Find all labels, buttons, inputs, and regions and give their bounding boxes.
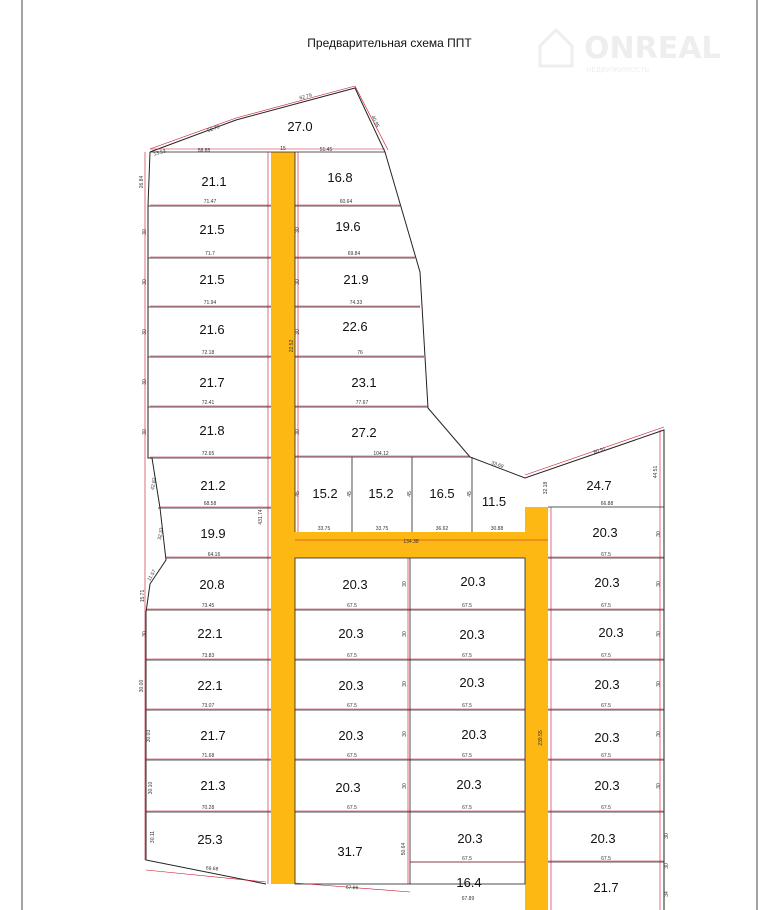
- dim-label: 30: [295, 279, 301, 285]
- plot-area-c7b: 16.4: [456, 875, 482, 890]
- plot-area-l14: 25.3: [197, 832, 223, 847]
- dim-label: 30: [656, 731, 662, 737]
- dim-label: 67.5: [347, 703, 357, 709]
- road-right-vertical: [525, 507, 548, 910]
- dim-label: 33.75: [375, 526, 389, 532]
- dim-label: 73.45: [201, 603, 215, 609]
- plot-area-r4: 20.3: [594, 677, 620, 692]
- dim-label: 13.53: [152, 148, 167, 158]
- dim-label: 30: [656, 631, 662, 637]
- plot-area-l6: 21.8: [199, 423, 225, 438]
- watermark-subtitle: НЕДВИЖИМОСТЬ: [586, 66, 650, 74]
- plot-area-r5: 20.3: [594, 730, 620, 745]
- plot-area-s3: 16.5: [429, 486, 455, 501]
- plot-area-m5: 23.1: [351, 375, 377, 390]
- dim-label: 50.64: [401, 842, 407, 856]
- road-main-vertical: [271, 152, 295, 884]
- dim-label: 104.12: [373, 451, 389, 457]
- plot-area-r1: 20.3: [592, 525, 618, 540]
- dim-label: 30: [664, 863, 670, 869]
- plot-area-r7: 20.3: [590, 831, 616, 846]
- dim-label: 80.91: [592, 446, 607, 456]
- dim-label: 30: [295, 227, 301, 233]
- left-plot-lines: [146, 206, 271, 812]
- plot-area-l1: 21.1: [201, 174, 227, 189]
- plot-area-c3a: 20.3: [338, 678, 364, 693]
- plot-area-c5a: 20.3: [335, 780, 361, 795]
- plot-area-s1: 15.2: [312, 486, 338, 501]
- dim-label: 73.07: [201, 703, 215, 709]
- dim-label: 60.64: [339, 199, 353, 205]
- plot-area-c5b: 20.3: [456, 777, 482, 792]
- dim-label: 45: [295, 491, 301, 497]
- dim-label: 36.62: [435, 526, 449, 532]
- dim-label: 45: [407, 491, 413, 497]
- dim-label: 30: [142, 329, 148, 335]
- plot-area-m1: 16.8: [327, 170, 353, 185]
- dim-label: 30: [402, 581, 408, 587]
- plot-area-l9: 20.8: [199, 577, 225, 592]
- dim-label: 30.10: [148, 781, 154, 795]
- dim-label: 52.79: [206, 124, 221, 135]
- dim-label: 67.5: [601, 753, 611, 759]
- dim-label: 26.84: [139, 175, 145, 189]
- page-title: Предварительная схема ППТ: [307, 36, 472, 50]
- dim-label: 71.47: [203, 199, 217, 205]
- center-plot-lines: [295, 558, 525, 884]
- dim-label: 51.45: [319, 147, 333, 153]
- dim-label: 67.5: [347, 653, 357, 659]
- dim-label: 67.5: [347, 603, 357, 609]
- dim-label: 30: [402, 631, 408, 637]
- plot-area-c6b: 20.3: [457, 831, 483, 846]
- dim-label: 30: [402, 783, 408, 789]
- plot-area-c4a: 20.3: [338, 728, 364, 743]
- dim-label: 72.18: [201, 350, 215, 356]
- dim-label: 30: [295, 429, 301, 435]
- plot-area-c6a: 31.7: [337, 844, 363, 859]
- dim-label: 71.94: [203, 300, 217, 306]
- dim-label: 30: [295, 329, 301, 335]
- dim-label: 40.95: [369, 114, 381, 129]
- dim-label: 67.5: [462, 703, 472, 709]
- plot-area-l7: 21.2: [200, 478, 226, 493]
- dim-label: 67.5: [347, 753, 357, 759]
- dim-label: 66.88: [600, 501, 614, 507]
- plot-area-r0: 24.7: [586, 478, 612, 493]
- dim-label: 67.5: [462, 753, 472, 759]
- dim-label: 30: [142, 279, 148, 285]
- dim-label: 72.65: [201, 451, 215, 457]
- plot-area-l11: 22.1: [197, 678, 223, 693]
- dim-label: 67.5: [462, 653, 472, 659]
- plot-area-c2a: 20.3: [338, 626, 364, 641]
- plot-area-l13: 21.3: [200, 778, 226, 793]
- dim-label: 30: [402, 681, 408, 687]
- dim-label: 67.5: [462, 805, 472, 811]
- plot-area-s2: 15.2: [368, 486, 394, 501]
- dim-label: 30: [142, 379, 148, 385]
- dim-label: 62.79: [298, 92, 313, 102]
- dim-label: 45: [347, 491, 353, 497]
- dim-label: 44.51: [653, 465, 659, 479]
- dim-label: 72.41: [201, 400, 215, 406]
- plot-area-m3: 21.9: [343, 272, 369, 287]
- dim-label: 58.85: [197, 148, 211, 154]
- dim-label: 73.83: [201, 653, 215, 659]
- dim-label: 69.68: [205, 865, 219, 873]
- watermark-text: ONREAL: [584, 31, 721, 66]
- plot-area-c4b: 20.3: [461, 727, 487, 742]
- plot-area-c3b: 20.3: [459, 675, 485, 690]
- dim-label: 67.5: [601, 703, 611, 709]
- plot-area-c1b: 20.3: [460, 574, 486, 589]
- dim-label: 67.5: [601, 603, 611, 609]
- plot-area-m2: 19.6: [335, 219, 361, 234]
- house-icon: [540, 30, 572, 66]
- dim-label: 30.03: [146, 729, 152, 743]
- dim-label: 76: [357, 350, 363, 356]
- dim-label: 42.82: [149, 477, 159, 491]
- plot-area-m6: 27.2: [351, 425, 377, 440]
- dim-label: 30: [656, 581, 662, 587]
- dim-label: 30: [664, 833, 670, 839]
- plot-area-top: 27.0: [287, 119, 313, 134]
- dim-label: 71.7: [205, 251, 215, 257]
- dim-label: 67.5: [601, 653, 611, 659]
- dim-label: 77.67: [355, 400, 369, 406]
- plot-area-l2: 21.5: [199, 222, 225, 237]
- dim-label: 34: [664, 891, 670, 897]
- dim-label: 30: [656, 531, 662, 537]
- plot-area-s4: 11.5: [481, 494, 507, 509]
- dim-label: 67.5: [601, 805, 611, 811]
- plot-area-l4: 21.6: [199, 322, 225, 337]
- plot-area-r8: 21.7: [593, 880, 619, 895]
- dim-label: 11.57: [146, 568, 158, 583]
- plot-area-l5: 21.7: [199, 375, 225, 390]
- dim-label: 30.00: [139, 679, 145, 693]
- dim-label: 67.5: [347, 805, 357, 811]
- plot-area-l12: 21.7: [200, 728, 226, 743]
- dim-label: 74.33: [349, 300, 363, 306]
- dim-label: 134.38: [403, 539, 419, 545]
- dim-label: 431.74: [258, 509, 264, 525]
- dim-label: 30: [142, 229, 148, 235]
- dim-label: 33.69: [490, 460, 505, 471]
- dim-label: 22.52: [289, 339, 295, 353]
- dim-label: 67.5: [462, 603, 472, 609]
- plot-area-l10: 22.1: [197, 626, 223, 641]
- dim-label: 67.86: [345, 884, 359, 892]
- dim-label: 30: [656, 681, 662, 687]
- dim-label: 67.5: [462, 856, 472, 862]
- dim-label: 30: [142, 429, 148, 435]
- road-horizontal: [295, 532, 548, 558]
- plot-area-r2: 20.3: [594, 575, 620, 590]
- dim-label: 67.89: [461, 896, 475, 902]
- dim-label: 30: [656, 783, 662, 789]
- dim-label: 45: [467, 491, 473, 497]
- dim-label: 71.68: [201, 753, 215, 759]
- dim-label: 30.88: [490, 526, 504, 532]
- dim-label: 64.16: [207, 552, 221, 558]
- dim-label: 69.84: [347, 251, 361, 257]
- plot-area-r3: 20.3: [598, 625, 624, 640]
- plot-area-c2b: 20.3: [459, 627, 485, 642]
- dim-label: 68.58: [203, 501, 217, 507]
- plot-area-c1a: 20.3: [342, 577, 368, 592]
- dim-label: 30: [402, 731, 408, 737]
- dim-label: 67.5: [601, 552, 611, 558]
- plot-area-m4: 22.6: [342, 319, 368, 334]
- dim-label: 70.28: [201, 805, 215, 811]
- dim-label: 239.55: [538, 730, 544, 746]
- plot-area-l3: 21.5: [199, 272, 225, 287]
- dim-label: 15.71: [140, 589, 146, 603]
- plot-area-l8: 19.9: [200, 526, 226, 541]
- dim-label: 30.11: [150, 830, 156, 844]
- dim-label: 67.5: [601, 856, 611, 862]
- dim-label: 30: [142, 631, 148, 637]
- dim-label: 15: [280, 146, 286, 152]
- outer-boundary: [146, 152, 266, 884]
- dim-label: 32.18: [543, 481, 549, 495]
- dim-label: 32.33: [156, 527, 166, 541]
- watermark-logo: [536, 22, 766, 82]
- plot-area-r6: 20.3: [594, 778, 620, 793]
- dim-label: 33.75: [317, 526, 331, 532]
